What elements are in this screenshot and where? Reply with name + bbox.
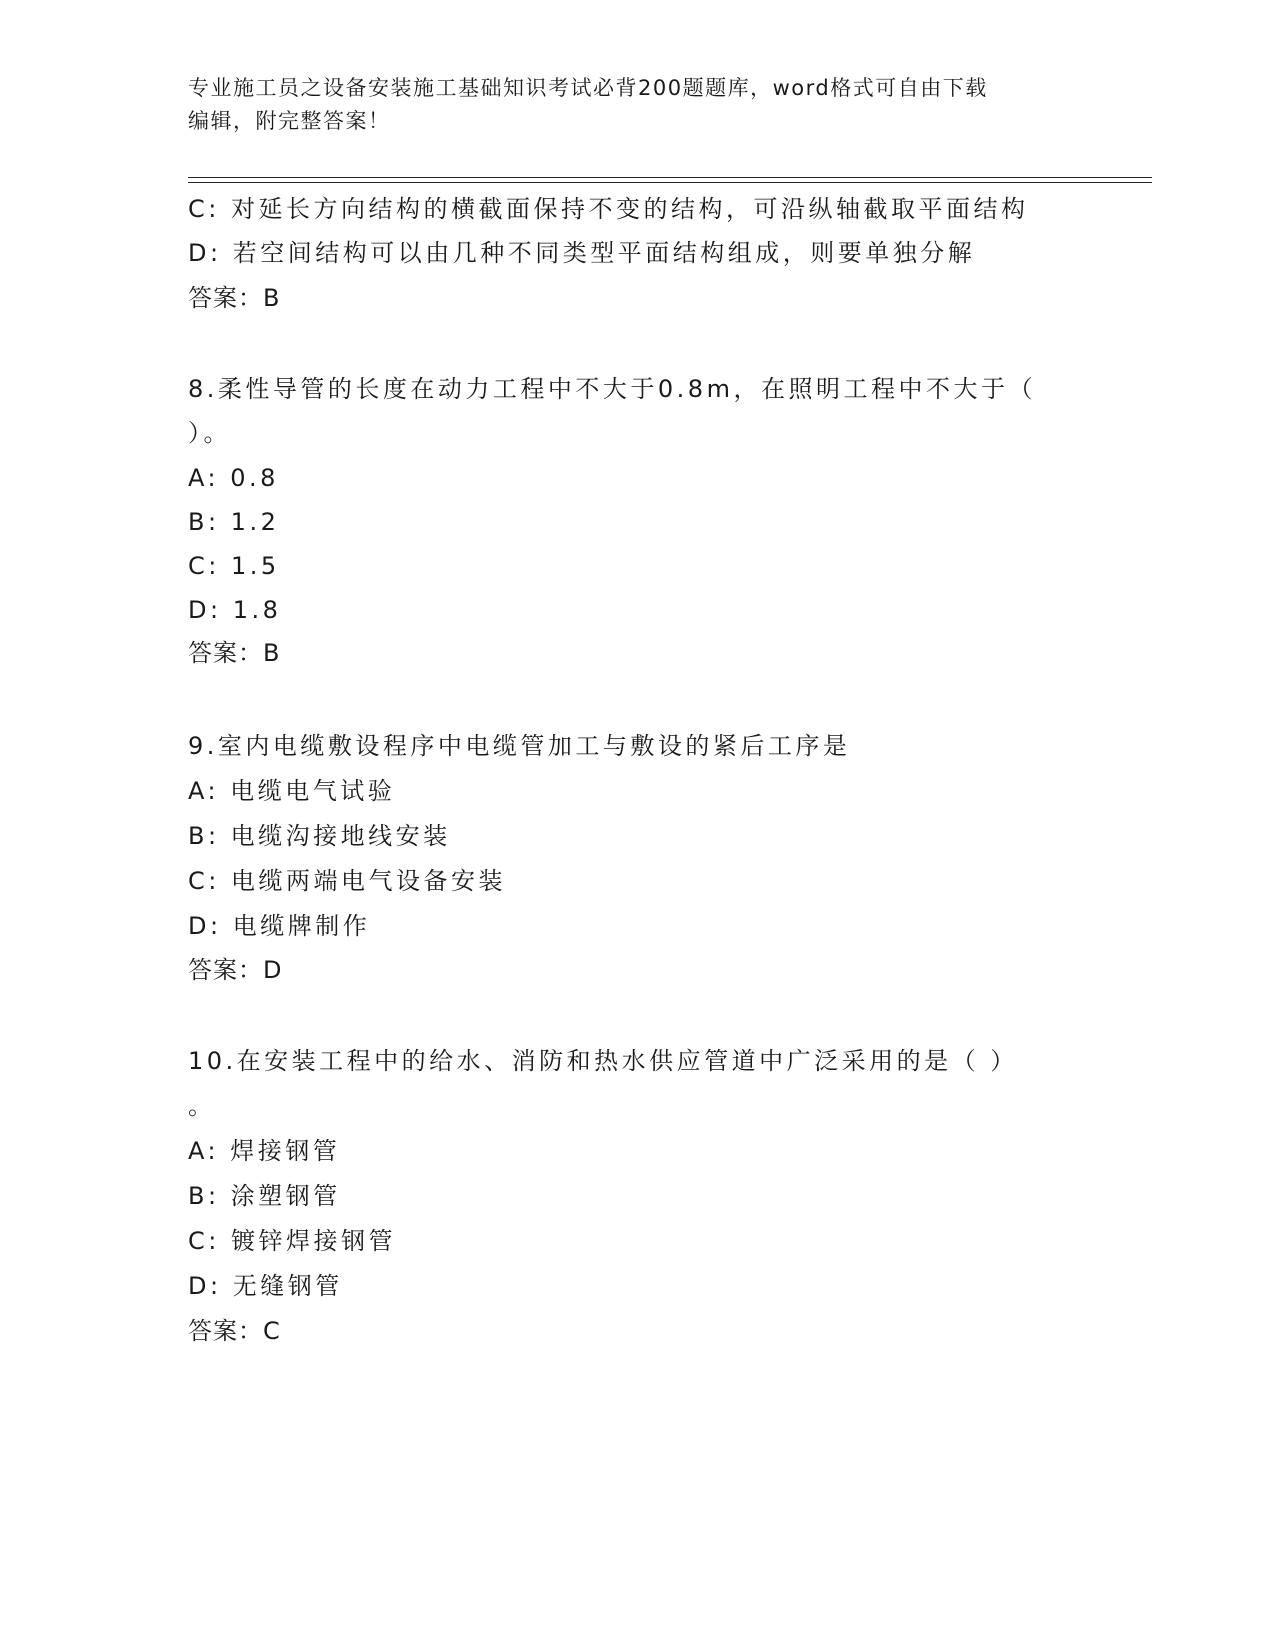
- header-title-line-2: 编辑，附完整答案！: [188, 109, 391, 133]
- q8-option-b: B: 1.2: [188, 508, 280, 536]
- q9-option-b: B: 电缆沟接地线安装: [188, 822, 451, 850]
- header-title-line-1: 专业施工员之设备安装施工基础知识考试必背200题题库，word格式可自由下载: [188, 76, 988, 100]
- q8-option-d: D: 1.8: [188, 596, 282, 624]
- q8-stem-line-1: 8.柔性导管的长度在动力工程中不大于0.8m，在照明工程中不大于（: [188, 375, 1036, 403]
- q9-answer: 答案：D: [188, 956, 283, 984]
- q9-option-d: D: 电缆牌制作: [188, 912, 371, 940]
- q10-option-d: D: 无缝钢管: [188, 1272, 343, 1300]
- header-divider-top: [188, 177, 1152, 178]
- q10-answer: 答案：C: [188, 1317, 281, 1345]
- q7-option-c: C: 对延长方向结构的横截面保持不变的结构，可沿纵轴截取平面结构: [188, 195, 1029, 223]
- q10-option-a: A: 焊接钢管: [188, 1137, 341, 1165]
- q9-stem: 9.室内电缆敷设程序中电缆管加工与敷设的紧后工序是: [188, 732, 851, 760]
- q8-option-a: A: 0.8: [188, 464, 279, 492]
- q10-option-c: C: 镀锌焊接钢管: [188, 1227, 396, 1255]
- q8-stem-line-2: ）。: [188, 419, 231, 447]
- q10-stem-line-1: 10.在安装工程中的给水、消防和热水供应管道中广泛采用的是（ ）: [188, 1047, 1018, 1075]
- q7-answer: 答案：B: [188, 284, 281, 312]
- q9-option-a: A: 电缆电气试验: [188, 777, 396, 805]
- q9-option-c: C: 电缆两端电气设备安装: [188, 867, 506, 895]
- q7-option-d: D: 若空间结构可以由几种不同类型平面结构组成，则要单独分解: [188, 239, 976, 267]
- q10-stem-line-2: 。: [188, 1092, 216, 1120]
- document-header: [188, 72, 1068, 138]
- header-divider-bottom: [188, 182, 1152, 183]
- q8-answer: 答案：B: [188, 639, 281, 667]
- q10-option-b: B: 涂塑钢管: [188, 1182, 341, 1210]
- q8-option-c: C: 1.5: [188, 552, 280, 580]
